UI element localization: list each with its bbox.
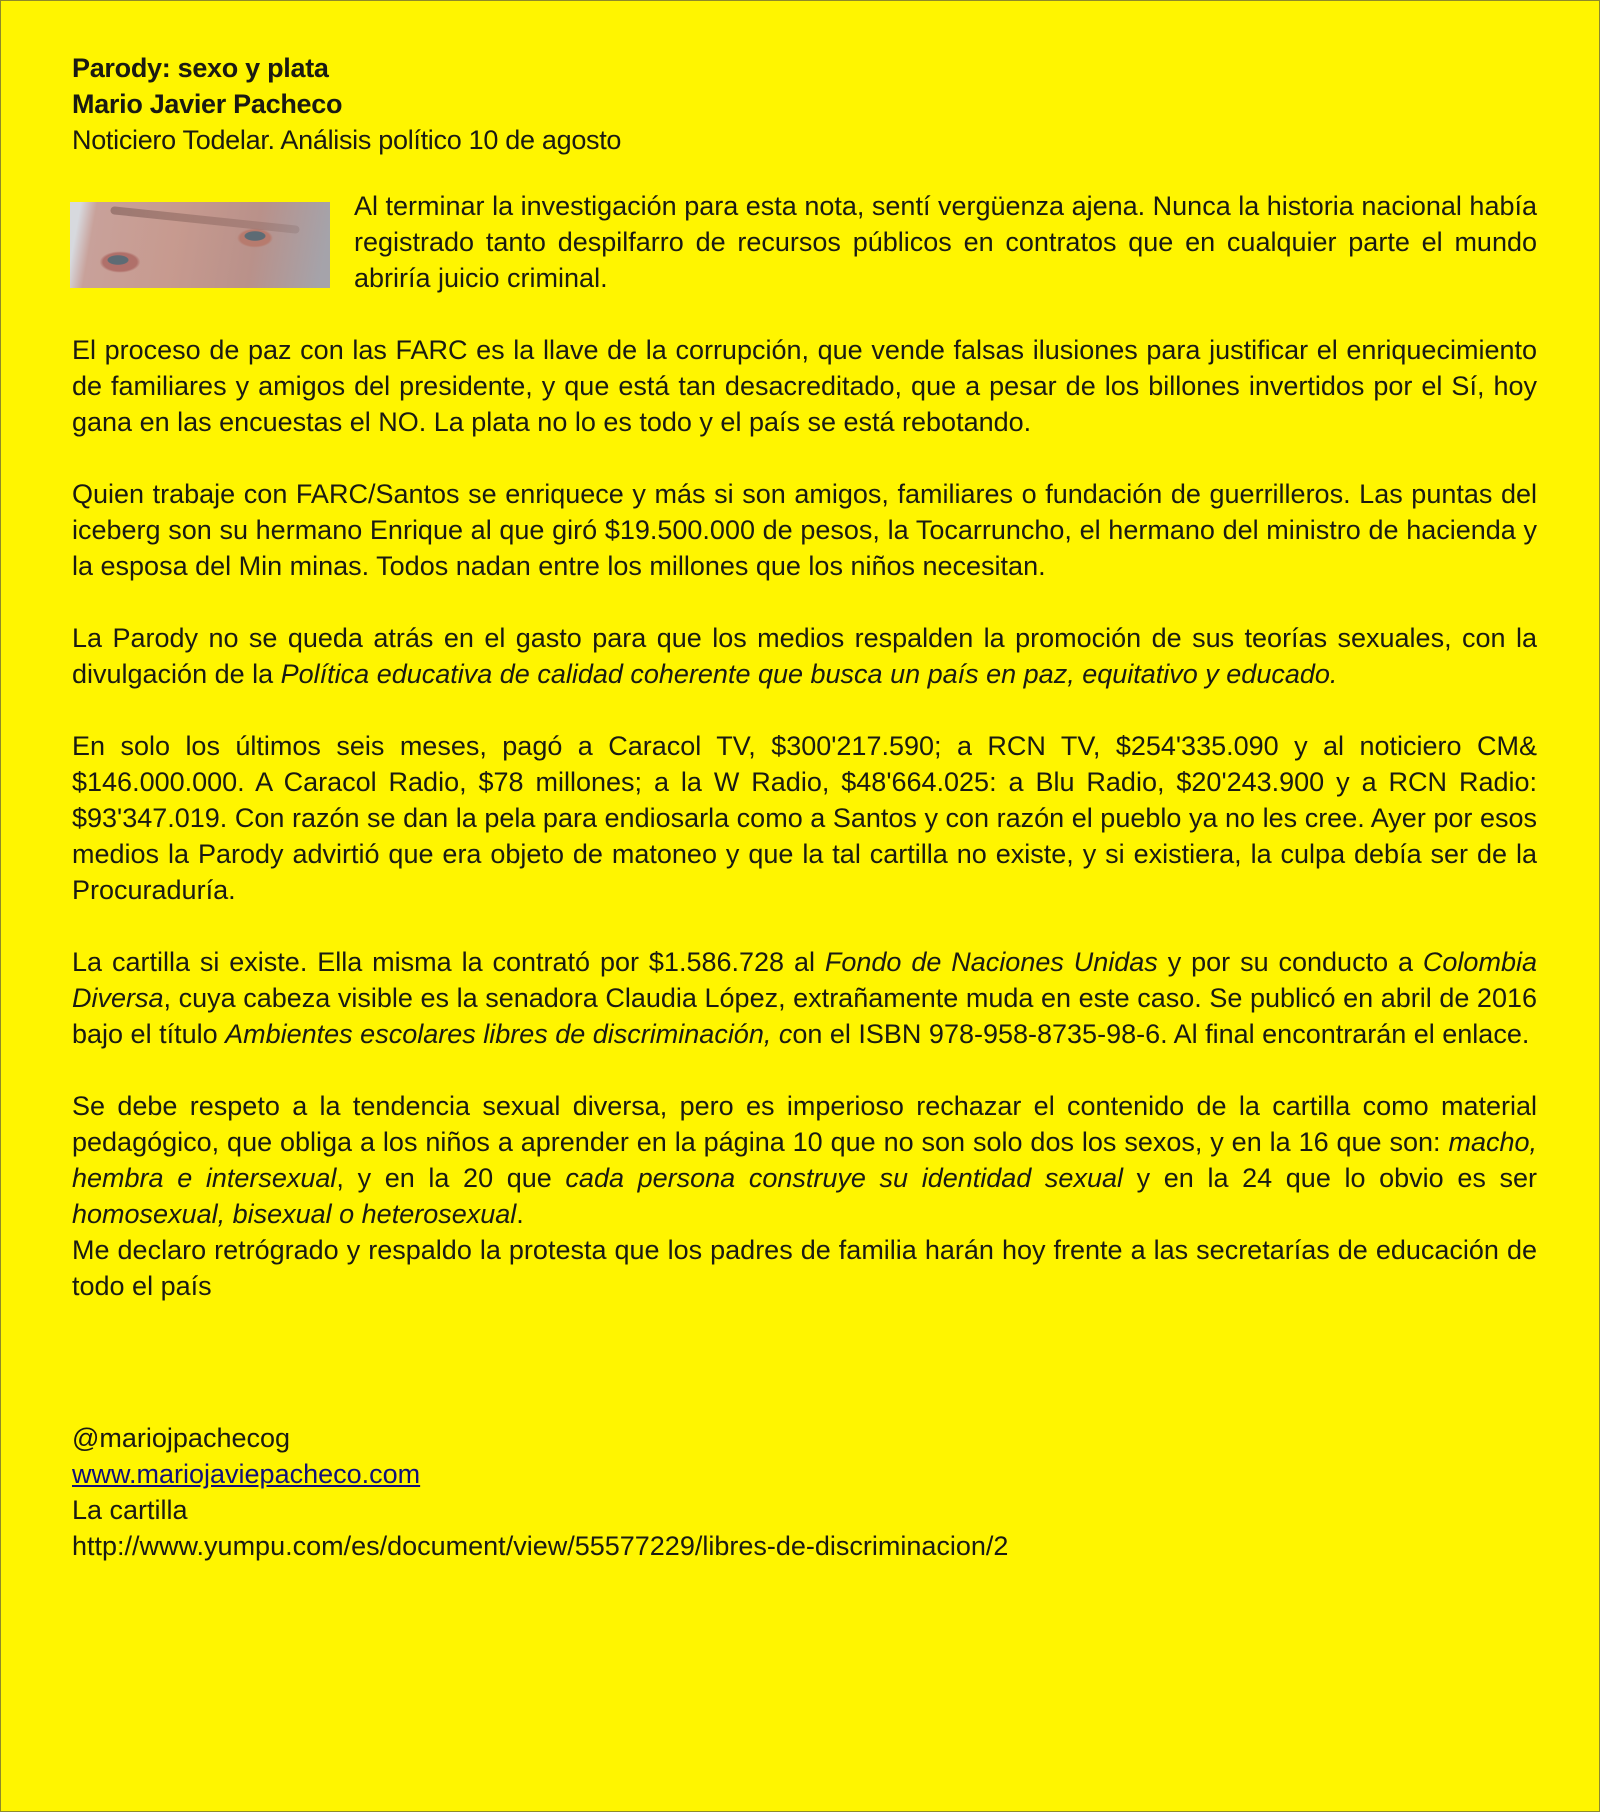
paragraph-7-text-e: y en la 24 que lo obvio es ser	[1122, 1163, 1537, 1193]
cartilla-url[interactable]: http://www.yumpu.com/es/document/view/55577229/libres-de-discriminacion/2	[72, 1531, 1009, 1561]
paragraph-6	[72, 944, 1537, 1052]
article-source: Noticiero Todelar. Análisis político 10 de agosto	[72, 125, 622, 155]
website-link[interactable]: www.mariojaviepacheco.com	[72, 1459, 421, 1489]
article-author: Mario Javier Pacheco	[72, 89, 343, 119]
lead-section	[72, 188, 1537, 296]
paragraph-7-italic-identity: cada persona construye su identidad sexual	[565, 1163, 1123, 1193]
paragraph-6-text-g: on el ISBN 978-958-8735-98-6. Al final encontrarán el enlace.	[792, 1019, 1530, 1049]
footer	[72, 1420, 1537, 1564]
article	[72, 50, 1537, 1564]
paragraph-4-italic: Política educativa de calidad coherente que busca un país en paz, equitativo y educado.	[280, 659, 1338, 689]
cartilla-label: La cartilla	[72, 1495, 188, 1525]
twitter-handle: @mariojpachecog	[72, 1423, 291, 1453]
paragraph-8: Me declaro retrógrado y respaldo la protesta que los padres de familia harán hoy frente a las secretarías de educación de todo el país	[72, 1235, 1537, 1301]
paragraph-6-text-e: , cuya cabeza visible es la senadora Claudia López, extrañamente muda en este caso. Se publicó en abril de 2016 bajo el título	[72, 983, 1537, 1049]
author-face-photo-icon	[70, 202, 330, 288]
paragraph-7-text-c: , y en la 20 que	[336, 1163, 566, 1193]
paragraph-4	[72, 620, 1537, 692]
paragraph-7-italic-sexes: macho, hembra e intersexual	[72, 1127, 1537, 1193]
paragraph-6-text-c: y por su conducto a	[1157, 947, 1423, 977]
paragraph-1: Al terminar la investigación para esta nota, sentí vergüenza ajena. Nunca la historia nacional había registrado tanto despilfarro de recursos públicos en contratos que en cualquier parte el mundo abriría juicio criminal.	[354, 191, 1537, 293]
paragraph-5: En solo los últimos seis meses, pagó a Caracol TV, $300'217.590; a RCN TV, $254'335.090 y al noticiero CM& $146.000.000. A Caracol Radio, $78 millones; a la W Radio, $48'664.025: a Blu Radio, $20'243.900 y a RCN Radio: $93'347.019. Con razón se dan la pela para endiosarla como a Santos y con razón el pueblo ya no les cree. Ayer por esos medios la Parody advirtió que era objeto de matoneo y que la tal cartilla no existe, y si existiera, la culpa debía ser de la Procuraduría.	[72, 731, 1537, 905]
paragraph-7-text-a: Se debe respeto a la tendencia sexual diversa, pero es imperioso rechazar el contenido de la cartilla como material pedagógico, que obliga a los niños a aprender en la página 10 que no son solo dos los sexos, y en la 16 que son:	[72, 1091, 1537, 1157]
paragraph-6-italic-fondo: Fondo de Naciones Unidas	[824, 947, 1158, 977]
paragraph-4-text: La Parody no se queda atrás en el gasto para que los medios respalden la promoción de sus teorías sexuales, con la divulgación de la	[72, 623, 1537, 689]
paragraph-7	[72, 1088, 1537, 1232]
paragraph-6-italic-colombia: Colombia Diversa	[72, 947, 1537, 1013]
paragraph-2: El proceso de paz con las FARC es la llave de la corrupción, que vende falsas ilusiones para justificar el enriquecimiento de familiares y amigos del presidente, y que está tan desacreditado, que a pesar de los billones invertidos por el Sí, hoy gana en las encuestas el NO. La plata no lo es todo y el país se está rebotando.	[72, 335, 1537, 437]
paragraph-7-italic-orientation: homosexual, bisexual o heterosexual	[72, 1199, 517, 1229]
paragraph-6-italic-title: Ambientes escolares libres de discriminación, c	[225, 1019, 793, 1049]
article-title: Parody: sexo y plata	[72, 53, 329, 83]
paragraph-6-text-a: La cartilla si existe. Ella misma la contrató por $1.586.728 al	[72, 947, 825, 977]
paragraph-3: Quien trabaje con FARC/Santos se enriquece y más si son amigos, familiares o fundación de guerrilleros. Las puntas del iceberg son su hermano Enrique al que giró $19.500.000 de pesos, la Tocarruncho, el hermano del ministro de hacienda y la esposa del Min minas. Todos nadan entre los millones que los niños necesitan.	[72, 479, 1537, 581]
paragraph-7-text-g: .	[516, 1199, 524, 1229]
